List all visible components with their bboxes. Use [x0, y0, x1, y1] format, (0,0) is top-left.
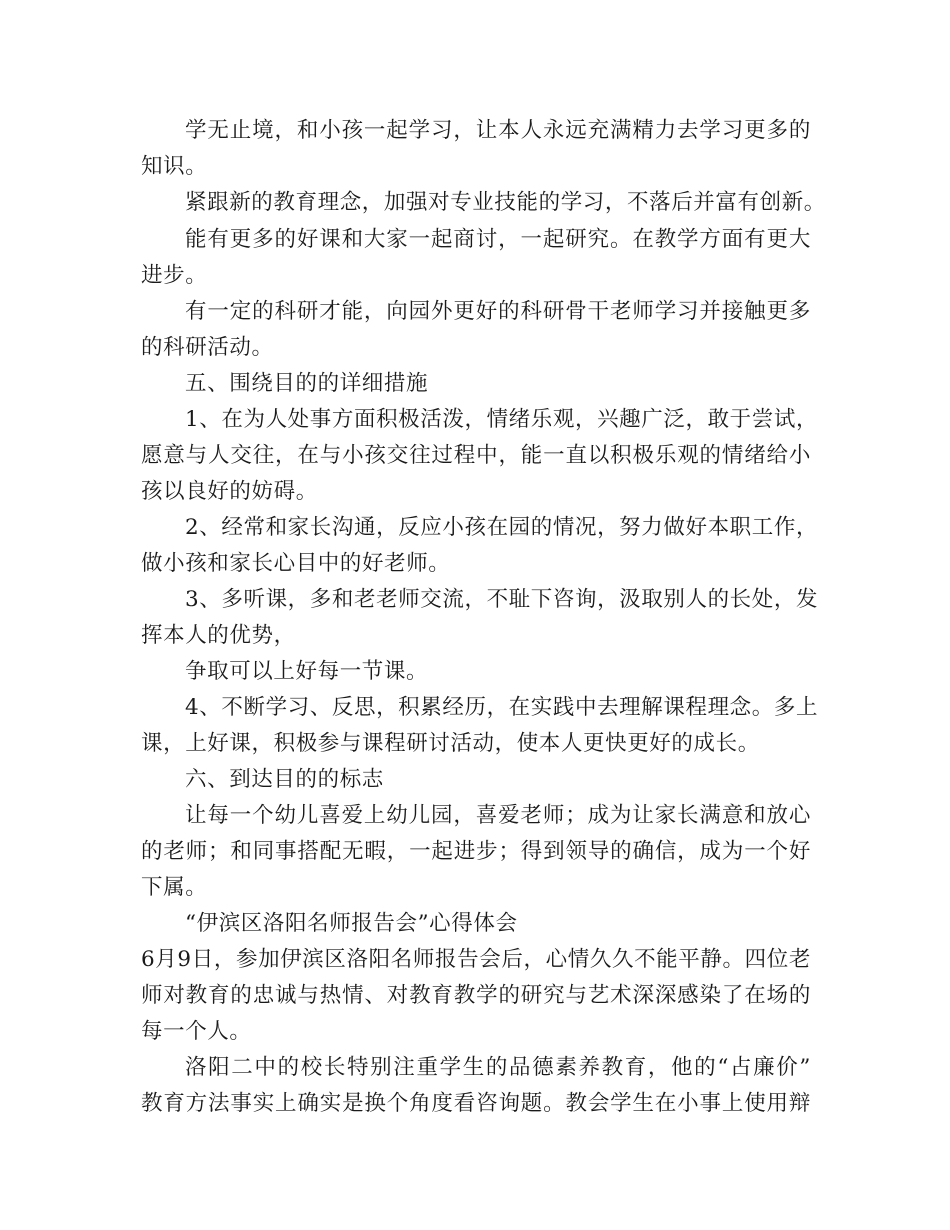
paragraph-line: 教育方法事实上确实是换个角度看咨询题。教会学生在小事上使用辩 [141, 1091, 811, 1116]
paragraph-line: 每一个人。 [141, 1019, 252, 1044]
paragraph-line: 争取可以上好每一节课。 [185, 659, 429, 684]
paragraph-line: 愿意与人交往，在与小孩交往过程中，能一直以积极乐观的情绪给小 [141, 443, 811, 468]
section-heading: 五、围绕目的的详细措施 [185, 371, 429, 396]
section-heading: 六、到达目的的标志 [185, 767, 384, 792]
paragraph-line: 2、经常和家长沟通，反应小孩在园的情况，努力做好本职工作， [185, 515, 819, 540]
paragraph-line: 挥本人的优势， [141, 623, 296, 648]
paragraph-line: 紧跟新的教育理念，加强对专业技能的学习，不落后并富有创新。 [185, 190, 826, 215]
paragraph-line: 能有更多的好课和大家一起商讨，一起研究。在教学方面有更大 [185, 227, 811, 252]
paragraph-line: 3、多听课，多和老老师交流，不耻下咨询，汲取别人的长处，发 [185, 587, 819, 612]
article-title: “伊滨区洛阳名师报告会”心得体会 [185, 911, 518, 936]
paragraph-line: 让每一个幼儿喜爱上幼儿园，喜爱老师；成为让家长满意和放心 [185, 803, 811, 828]
paragraph-line: 6月9日，参加伊滨区洛阳名师报告会后，心情久久不能平静。四位老 [141, 947, 811, 972]
paragraph-line: 做小孩和家长心目中的好老师。 [141, 551, 451, 576]
paragraph-line: 师对教育的忠诚与热情、对教育教学的研究与艺术深深感染了在场的 [141, 983, 811, 1008]
paragraph-line: 4、不断学习、反思，积累经历，在实践中去理解课程理念。多上 [185, 695, 819, 720]
paragraph-line: 1、在为人处事方面积极活泼，情绪乐观，兴趣广泛，敢于尝试， [185, 407, 819, 432]
paragraph-line: 知识。 [141, 154, 208, 179]
paragraph-line: 有一定的科研才能，向园外更好的科研骨干老师学习并接触更多 [185, 299, 811, 324]
paragraph-line: 下属。 [141, 875, 208, 900]
paragraph-line: 孩以良好的妨碍。 [141, 479, 318, 504]
paragraph-line: 洛阳二中的校长特别注重学生的品德素养教育，他的“占廉价” [185, 1055, 811, 1080]
paragraph-line: 的科研活动。 [141, 335, 274, 360]
paragraph-line: 进步。 [141, 263, 208, 288]
paragraph-line: 的老师；和同事搭配无暇，一起进步；得到领导的确信，成为一个好 [141, 839, 811, 864]
paragraph-line: 课，上好课，积极参与课程研讨活动，使本人更快更好的成长。 [141, 731, 760, 756]
paragraph-line: 学无止境，和小孩一起学习，让本人永远充满精力去学习更多的 [185, 118, 811, 143]
